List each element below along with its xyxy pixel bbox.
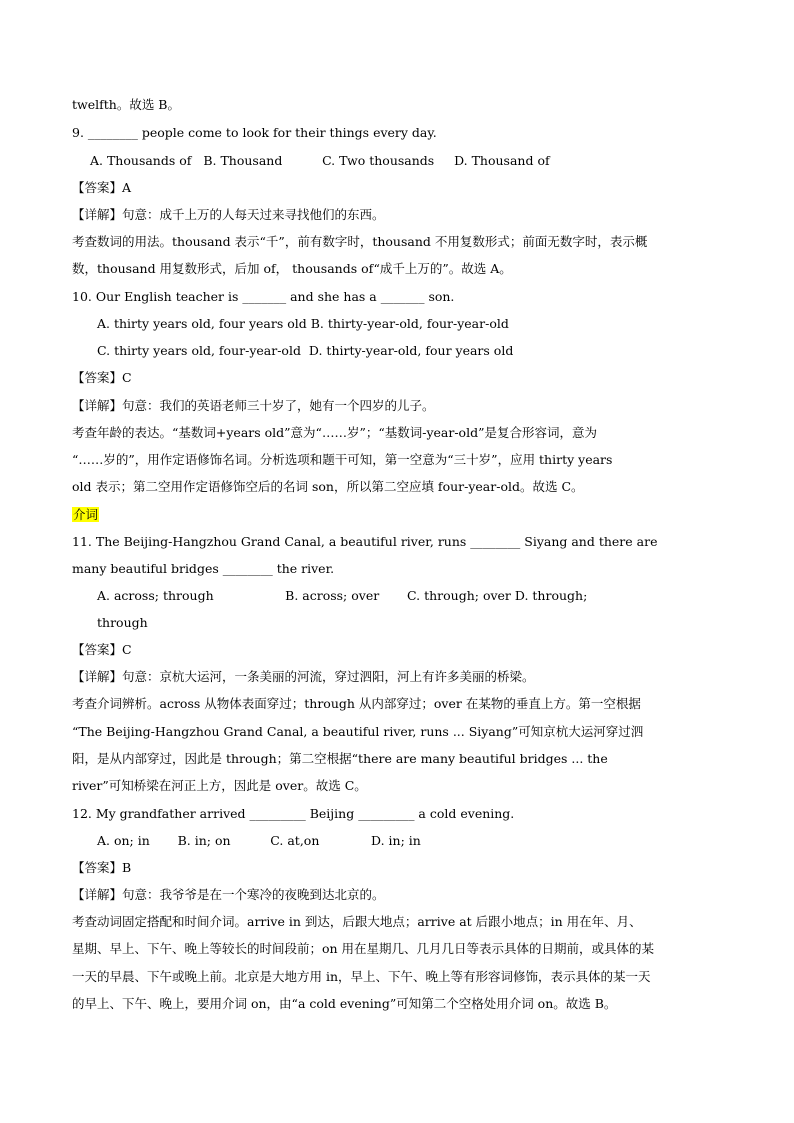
explanation-9-meaning: 【详解】句意：成千上万的人每天过来寻找他们的东西。 — [72, 207, 385, 222]
explanation-9-line-2: 数，thousand 用复数形式，后加 of， thousands of“成千上万的”。故选 A。 — [72, 261, 512, 276]
question-11-line-1: 11. The Beijing-Hangzhou Grand Canal, a beautiful river, runs ________ Siyang and there are — [72, 534, 658, 549]
answer-11: 【答案】C — [72, 642, 132, 657]
explanation-12-line-4: 的早上、下午、晚上，要用介词 on，由“a cold evening”可知第二个空格处用介词 on。故选 B。 — [72, 996, 617, 1011]
explanation-10-meaning: 【详解】句意：我们的英语老师三十岁了，她有一个四岁的儿子。 — [72, 398, 435, 413]
question-10: 10. Our English teacher is _______ and she has a _______ son. — [72, 289, 455, 304]
question-11-options: A. across; through B. across; over C. through; over D. through; — [97, 588, 588, 603]
explanation-12-meaning: 【详解】句意：我爷爷是在一个寒冷的夜晚到达北京的。 — [72, 887, 385, 902]
explanation-10-line-1: 考查年龄的表达。“基数词+years old”意为“……岁”；“基数词-year-old”是复合形容词，意为 — [72, 425, 597, 440]
question-12: 12. My grandfather arrived _________ Beijing _________ a cold evening. — [72, 806, 515, 821]
section-heading — [72, 506, 99, 524]
text-line: twelfth。故选 B。 — [72, 97, 180, 112]
question-10-options-ab: A. thirty years old, four years old B. thirty-year-old, four-year-old — [97, 316, 509, 331]
section-heading-label: 介词 — [73, 507, 99, 522]
explanation-11-line-2: “The Beijing-Hangzhou Grand Canal, a beautiful river, runs ... Siyang”可知京杭大运河穿过泗 — [72, 724, 644, 739]
question-9: 9. ________ people come to look for their things every day. — [72, 125, 437, 140]
question-11-options-wrap: through — [97, 615, 148, 630]
explanation-12-line-1: 考查动词固定搭配和时间介词。arrive in 到达，后跟大地点；arrive at 后跟小地点；in 用在年、月、 — [72, 914, 642, 929]
answer-10: 【答案】C — [72, 370, 132, 385]
question-11-line-2: many beautiful bridges ________ the river. — [72, 561, 335, 576]
explanation-11-line-4: river”可知桥梁在河正上方，因此是 over。故选 C。 — [72, 778, 367, 793]
explanation-10-line-2: “……岁的”，用作定语修饰名词。分析选项和题干可知，第一空意为“三十岁”，应用 thirty years — [72, 452, 613, 467]
explanation-9-line-1: 考查数词的用法。thousand 表示“千”，前有数字时，thousand 不用复数形式；前面无数字时，表示概 — [72, 234, 648, 249]
question-10-options-cd: C. thirty years old, four-year-old D. thirty-year-old, four years old — [97, 343, 514, 358]
explanation-10-line-3: old 表示；第二空用作定语修饰空后的名词 son，所以第二空应填 four-year-old。故选 C。 — [72, 479, 584, 494]
answer-9: 【答案】A — [72, 180, 132, 195]
question-12-options: A. on; in B. in; on C. at,on D. in; in — [97, 833, 421, 848]
explanation-11-meaning: 【详解】句意：京杭大运河，一条美丽的河流，穿过泗阳，河上有许多美丽的桥梁。 — [72, 669, 535, 684]
question-9-options: A. Thousands of B. Thousand C. Two thousands D. Thousand of — [90, 153, 550, 168]
answer-12: 【答案】B — [72, 860, 132, 875]
explanation-12-line-2: 星期、早上、下午、晚上等较长的时间段前；on 用在星期几、几月几日等表示具体的日期前，或具体的某 — [72, 941, 655, 956]
explanation-11-line-1: 考查介词辨析。across 从物体表面穿过；through 从内部穿过；over 在某物的垂直上方。第一空根据 — [72, 696, 641, 711]
explanation-11-line-3: 阳，是从内部穿过，因此是 through；第二空根据“there are many beautiful bridges ... the — [72, 751, 608, 766]
explanation-12-line-3: 一天的早晨、下午或晚上前。北京是大地方用 in，早上、下午、晚上等有形容词修饰，表示具体的某一天 — [72, 969, 651, 984]
